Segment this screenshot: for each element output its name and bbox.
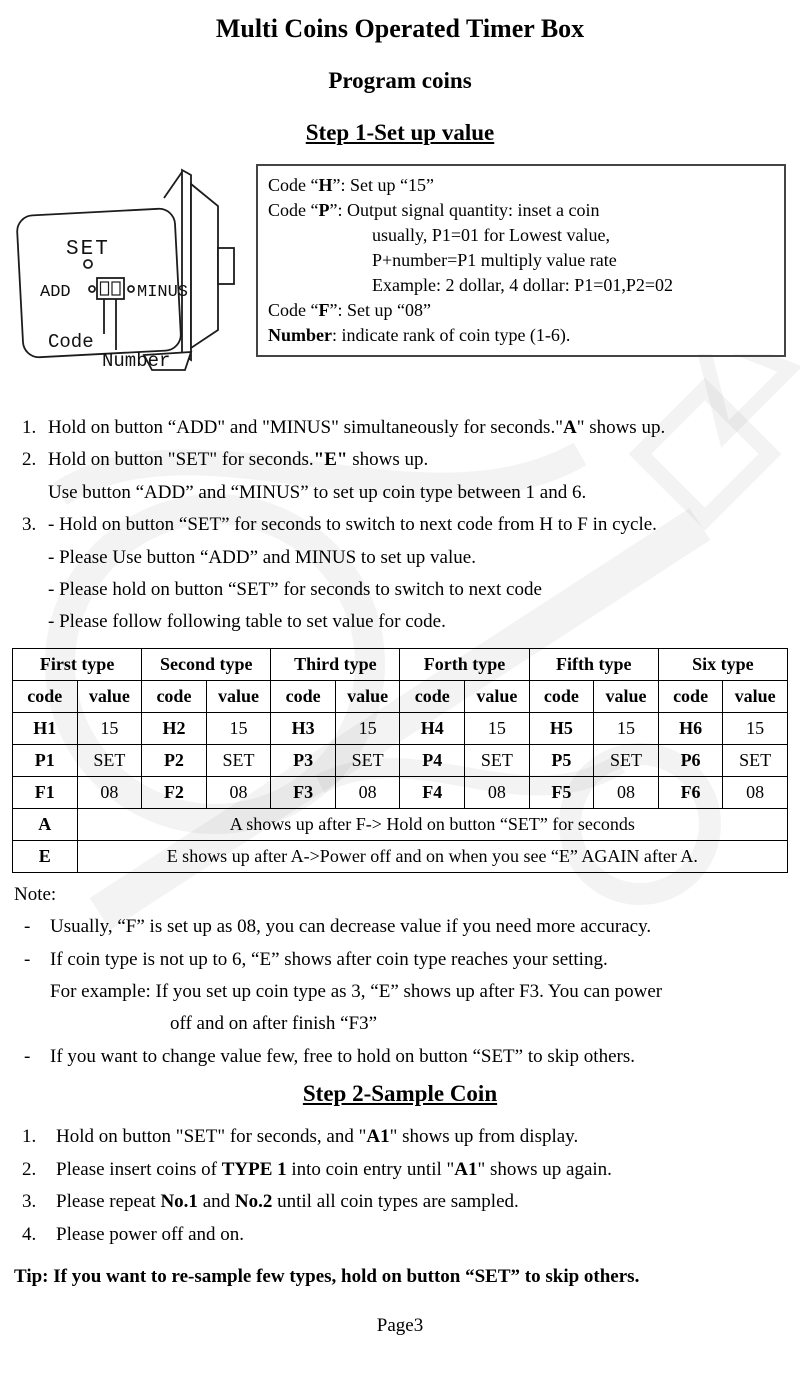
page-title: Multi Coins Operated Timer Box [215,14,585,43]
text-segment: " shows up from display. [389,1126,579,1148]
list-item-number: 1. [22,417,37,438]
list-item-text [56,1126,578,1147]
text-segment: ”: Output signal quantity: inset a coin [329,200,600,220]
text-segment: A1 [366,1126,390,1148]
text-segment: - Hold on button “SET” for seconds to switch to next code from H to F in cycle. [48,514,657,536]
table-row-f [13,776,788,808]
col-header-value: value [465,680,530,712]
list-item [14,606,786,638]
minus-label: MINUS [137,283,189,302]
col-header-code: code [400,680,465,712]
text-segment: - Please hold on button “SET” for seconds to switch to next code [48,579,542,601]
table-cell: H4 [400,712,465,744]
text-segment: Code “ [268,200,319,220]
text-segment: usually, P1=01 for Lowest value, [372,225,610,245]
table-cell: F3 [271,776,336,808]
list-item-text [48,514,657,535]
type-header: Six type [658,648,787,680]
info-line [268,198,774,223]
col-header-value: value [335,680,400,712]
text-segment: into coin entry until " [286,1158,455,1180]
table-cell: SET [594,744,659,776]
type-header: Third type [271,648,400,680]
text-segment: H [318,175,333,195]
number-label: Number [102,350,171,372]
table-cell: 08 [335,776,400,808]
step2-instructions [14,1121,786,1251]
table-cell: 15 [335,712,400,744]
diagram-side-wing [191,184,218,348]
list-item-text [48,482,586,503]
type-header: Forth type [400,648,529,680]
note-block [14,879,786,1073]
text-segment: Use button “ADD” and “MINUS” to set up coin type between 1 and 6. [48,481,587,503]
diagram-side-notch [218,248,234,284]
tip-text [14,1261,786,1293]
text-segment: " shows up. [576,417,666,438]
col-header-code: code [658,680,723,712]
step1-top-row [14,164,786,372]
info-line [268,298,774,323]
table-cell: H2 [142,712,207,744]
list-item [14,444,786,476]
text-segment: and [197,1191,235,1213]
text-segment: until all coin types are sampled. [272,1191,519,1213]
table-cell: 08 [206,776,271,808]
list-item [14,1121,786,1153]
text-segment: Example: 2 dollar, 4 dollar: P1=01,P2=02 [372,275,674,295]
device-diagram [14,164,250,377]
list-item [14,477,786,509]
table-cell: 15 [723,712,788,744]
text-segment: " shows up again. [477,1158,612,1180]
add-label: ADD [40,283,71,302]
list-item [14,1219,786,1251]
col-header-value: value [206,680,271,712]
set-label: SET [66,238,110,261]
list-item-text [48,579,542,600]
note-dash: - [24,916,31,938]
list-item-text [56,1159,612,1180]
note-text: off and on after finish “F3” [170,1013,378,1035]
page-number: Page3 [376,1314,424,1336]
table-cell: SET [77,744,142,776]
text-segment: P+number=P1 multiply value rate [372,250,617,270]
code-info-box [256,164,786,357]
type-header: Second type [142,648,271,680]
list-item-number: 3. [22,514,37,536]
table-cell: SET [723,744,788,776]
text-segment: shows up. [347,449,429,471]
table-cell: F4 [400,776,465,808]
list-item-number: 3. [22,1191,37,1213]
note-item [14,1008,786,1040]
col-header-code: code [142,680,207,712]
text-segment: A [562,417,577,438]
table-cell: SET [465,744,530,776]
document-page [0,14,800,1337]
table-cell-e-code: E [13,840,78,872]
col-header-code: code [13,680,78,712]
note-text: For example: If you set up coin type as 3, “E” shows up after F3. You can power [50,981,663,1003]
text-segment: : indicate rank of coin type (1-6). [332,325,571,345]
col-header-value: value [594,680,659,712]
list-item-number: 4. [22,1223,37,1245]
text-segment: - Please Use button “ADD” and MINUS to set up value. [48,546,476,568]
list-item-text [56,1191,519,1212]
list-item [14,1154,786,1186]
table-row-e [13,840,788,872]
table-cell: P1 [13,744,78,776]
col-header-value: value [723,680,788,712]
list-item [14,574,786,606]
list-item-number: 1. [22,1126,37,1148]
info-line [268,248,774,273]
table-cell: F5 [529,776,594,808]
text-segment: - Please follow following table to set value for code. [48,611,446,633]
table-cell: 08 [723,776,788,808]
table-cell: 15 [465,712,530,744]
table-cell: 08 [594,776,659,808]
note-item [14,1041,786,1073]
col-header-code: code [271,680,336,712]
col-header-code: code [529,680,594,712]
note-text: Usually, “F” is set up as 08, you can decrease value if you need more accuracy. [50,916,652,938]
table-cell: F2 [142,776,207,808]
table-row-p [13,744,788,776]
page-subtitle: Program coins [328,68,472,93]
list-item [14,509,786,541]
code-label: Code [48,331,94,353]
table-cell: H6 [658,712,723,744]
table-cell: 08 [465,776,530,808]
text-segment: Please repeat [56,1191,161,1213]
table-col-header-row [13,680,788,712]
list-item-number: 2. [22,449,37,471]
info-line [268,223,774,248]
table-cell: 15 [77,712,142,744]
diagram-back-plate [182,170,191,360]
table-cell: H3 [271,712,336,744]
table-cell: F1 [13,776,78,808]
info-line [268,323,774,348]
table-cell: 15 [206,712,271,744]
text-segment: Hold on button “ADD" and "MINUS" simultaneously for seconds." [48,417,563,438]
text-segment: Hold on button "SET" for seconds. [48,449,314,471]
text-segment: Hold on button "SET" for seconds, and " [56,1126,367,1148]
table-cell: P3 [271,744,336,776]
col-header-value: value [77,680,142,712]
text-segment: P [318,200,330,220]
text-segment: ”: Set up “08” [329,300,431,320]
list-item-text [48,547,476,568]
step1-heading [14,120,786,146]
table-cell: P4 [400,744,465,776]
note-text: If you want to change value few, free to hold on button “SET” to skip others. [50,1045,635,1067]
list-item-text [48,449,428,470]
step1-instructions [14,412,786,639]
note-item [14,911,786,943]
table-cell: P6 [658,744,723,776]
list-item-text [48,611,446,632]
text-segment: A1 [454,1158,478,1180]
list-item [14,412,786,444]
table-cell: 08 [77,776,142,808]
text-segment: "E" [313,449,348,471]
type-header: Fifth type [529,648,658,680]
step2-heading [14,1081,786,1107]
list-item-number: 2. [22,1158,37,1180]
note-dash: - [24,1045,31,1067]
list-item-text [48,417,665,438]
text-segment: Please insert coins of [56,1158,222,1180]
table-cell: F6 [658,776,723,808]
table-cell: SET [335,744,400,776]
text-segment: Number [268,325,332,345]
note-item [14,976,786,1008]
text-segment: TYPE 1 [221,1158,287,1180]
table-cell-a-text: A shows up after F-> Hold on button “SET” for seconds [77,808,787,840]
table-cell: P5 [529,744,594,776]
info-line [268,173,774,198]
text-segment: No.2 [234,1191,273,1213]
type-header: First type [13,648,142,680]
table-cell-e-text: E shows up after A->Power off and on when you see “E” AGAIN after A. [77,840,787,872]
text-segment: Code “ [268,175,319,195]
list-item [14,542,786,574]
text-segment: Tip: If you want to re-sample few types, hold on button “SET” to skip others. [14,1265,640,1287]
table-row-a [13,808,788,840]
note-item [14,944,786,976]
value-table [12,648,788,873]
step1-heading-text: Step 1-Set up value [305,120,495,145]
text-segment: Code “ [268,300,319,320]
text-segment: ”: Set up “15” [332,175,434,195]
table-row-h [13,712,788,744]
list-item [14,1186,786,1218]
note-text: If coin type is not up to 6, “E” shows after coin type reaches your setting. [50,948,608,970]
note-dash: - [24,948,31,970]
list-item-text [56,1224,244,1245]
step2-heading-text: Step 2-Sample Coin [302,1081,498,1107]
table-cell: 15 [594,712,659,744]
table-cell: SET [206,744,271,776]
text-segment: F [318,300,330,320]
table-type-header-row [13,648,788,680]
text-segment: Please power off and on. [56,1223,245,1245]
table-cell-a-code: A [13,808,78,840]
table-cell: H1 [13,712,78,744]
table-cell: P2 [142,744,207,776]
text-segment: No.1 [160,1191,198,1213]
info-line [268,273,774,298]
table-cell: H5 [529,712,594,744]
note-label: Note: [14,883,57,905]
